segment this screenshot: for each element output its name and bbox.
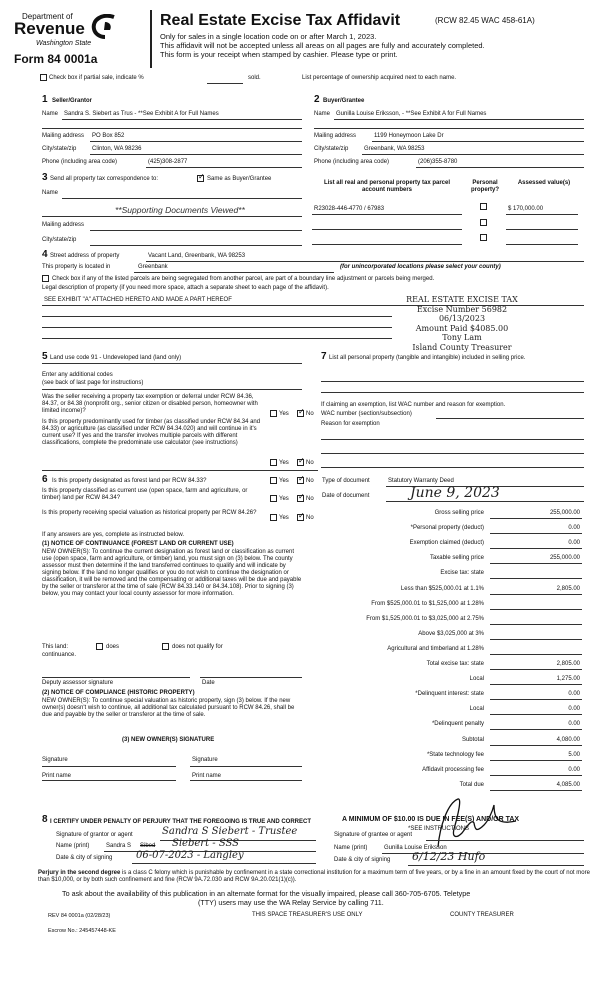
tax-row-line [490,684,582,685]
section-8-number: 8 [42,814,48,825]
owner-print-label-2: Print name [192,773,222,779]
grantee-date-handwritten[interactable]: 6/12/23 Hufo [412,850,486,863]
tax-row-label: From $525,000.01 to $1,525,000 at 1.28% [371,600,484,607]
personal-col-header: Personal property? [470,180,499,193]
timber-no-checkbox[interactable] [297,459,304,466]
county-treasurer: COUNTY TREASURER [450,912,514,918]
buyer-phone-value[interactable]: (206)355-8780 [418,159,458,165]
land-use-code[interactable]: Land use code 91 - Undeveloped land (land only) [50,355,182,361]
buyer-phone-label: Phone (including area code) [314,159,390,165]
grantor-print-label: Name (print) [56,843,90,849]
historical-no-checkbox[interactable] [297,514,304,521]
buyer-city-value[interactable]: Greenbank, WA 98253 [364,146,425,152]
forest-no-label: No [306,478,314,484]
exemption-no-label: No [306,411,314,417]
current-use-yes-label: Yes [279,496,289,502]
buyer-city-label: City/state/zip [314,146,349,152]
header-divider [150,10,152,68]
tax-row-value[interactable]: 2,805.00 [556,661,580,667]
grantor-date-handwritten[interactable]: 06-07-2023 - Langley [136,850,244,861]
continuance-heading: (1) NOTICE OF CONTINUANCE (FOREST LAND OR CURRENT USE) [42,541,234,547]
grantor-signature-label: Signature of grantor or agent [56,832,133,838]
yes-instructions: If any answers are yes, complete as instructed below. [42,532,185,538]
tax-row-line [490,729,582,730]
tax-row-value[interactable]: 0.00 [568,540,580,547]
deputy-assessor-label: Deputy assessor signature [42,680,114,686]
tax-row-value[interactable]: 0.00 [568,706,580,713]
certify-statement: I CERTIFY UNDER PENALTY OF PERJURY THAT THE FOREGOING IS TRUE AND CORRECT [50,819,312,825]
buyer-mail-label: Mailing address [314,133,357,139]
corr-mail-label: Mailing address [42,222,85,228]
corr-city-label: City/state/zip [42,237,77,243]
partial-sale-checkbox[interactable] [40,74,47,81]
forest-yes-checkbox[interactable] [270,477,277,484]
section-1-number: 1 [42,94,48,105]
tax-row-line [490,578,582,579]
tax-row-label: *Personal property (deduct) [410,525,484,532]
treasurer-use-only: THIS SPACE TREASURER'S USE ONLY [252,912,363,918]
segregated-checkbox[interactable] [42,275,49,282]
legal-description-value[interactable]: SEE EXHIBIT "A" ATTACHED HERETO AND MADE A PART HEREOF [44,297,232,303]
personal-property-checkbox-1[interactable] [480,203,487,210]
tax-row-value[interactable]: 255,000.00 [549,555,580,562]
partial-percent-field[interactable] [207,83,243,84]
tax-row-value[interactable]: 4,080.00 [556,736,580,743]
tax-row-line [490,699,582,700]
seller-heading: Seller/Grantor [52,98,93,104]
grantor-date-label: Date & city of signing [56,855,113,861]
exemption-reason-label: Reason for exemption [321,421,380,427]
timber-no-label: No [306,460,314,466]
legal-desc-label: Legal description of property (if you need more space, attach a separate sheet to each page of the affidavit). [42,285,329,291]
wa-state-label: Washington State [36,40,92,47]
tax-row-label: From $1,525,000.01 to $3,025,000 at 2.75% [366,615,484,622]
compliance-body: NEW OWNER(S): To continue special valuation as historic property, sign (3) below. If the new owner(s) doesn't wish to continue, all additional tax calculated pursuant to RCW 84.26, shall be due and payable by the seller or transferor at the time of sale. [42,698,295,718]
tax-row-value[interactable]: 4,085.00 [556,781,580,788]
assessed-value-1[interactable]: $ 170,000.00 [508,206,544,212]
tax-row-value[interactable]: 0.00 [568,691,580,698]
deputy-date-label: Date [202,680,215,686]
tax-row-label: Agricultural and timberland at 1.28% [387,645,484,652]
escrow-number: Escrow No.: 245457448-KE [48,928,116,934]
does-qualify-checkbox[interactable] [96,643,103,650]
tax-row-line [490,654,582,655]
does-not-label: does not qualify for [172,644,223,650]
tax-row-line [490,790,582,791]
owner-signature-label-1: Signature [42,757,68,763]
historical-yes-checkbox[interactable] [270,514,277,521]
stamp-line-3: 06/13/2023 [438,314,486,323]
located-in-value[interactable]: Greenbank [138,264,168,270]
stamp-line-5: Tony Lam [442,333,482,342]
buyer-mail-value[interactable]: 1199 Honeymoon Lake Dr [374,133,444,139]
tax-row-label: *Delinquent interest: state [415,691,484,698]
grantee-date-label: Date & city of signing [334,857,391,863]
revenue-swoosh-icon [90,14,118,40]
tax-row-line [490,745,582,746]
header-note-3: This form is your receipt when stamped by cashier. Please type or print. [160,50,398,59]
grantee-print-label: Name (print) [334,845,368,851]
rev-number: REV 84 0001a (02/28/23) [48,913,111,919]
tax-row-label: Gross selling price [434,510,484,516]
exemption-yes-label: Yes [279,411,289,417]
historical-no-label: No [306,515,314,521]
grantor-print-struck: Sibed [140,843,156,849]
see-instructions: *SEE INSTRUCTIONS [408,826,470,832]
same-as-buyer-checkbox[interactable] [197,175,204,182]
perjury-bold: Perjury in the second degree [38,870,121,876]
dept-label: Department of [22,12,73,21]
send-correspondence-label: Send all property tax correspondence to: [50,176,159,182]
doc-date-label: Date of document [322,493,370,499]
seller-phone-value[interactable]: (425)308-2877 [148,159,188,165]
compliance-heading: (2) NOTICE OF COMPLIANCE (HISTORIC PROPERTY) [42,690,195,696]
tax-row-value[interactable]: 1,275.00 [556,676,580,683]
seller-name-label: Name [42,111,59,117]
tax-row-line [490,624,582,625]
supporting-docs-stamp: **Supporting Documents Viewed** [115,205,245,215]
located-in-label: This property is located in [42,264,111,270]
exemption-yes-checkbox[interactable] [270,410,277,417]
tax-row-label: Subtotal [461,736,484,743]
doc-type-value[interactable]: Statutory Warranty Deed [388,478,454,484]
forest-question: Is this property designated as forest land per RCW 84.33? [52,478,207,484]
corr-name-label: Name [42,190,59,196]
personal-property-checkbox-2[interactable] [480,219,487,226]
new-owner-sig-heading: (3) NEW OWNER(S) SIGNATURE [122,737,215,743]
parcel-number-1[interactable]: R23028-446-4770 / 67983 [314,206,385,212]
exemption-wac-note: If claiming an exemption, list WAC number and reason for exemption. [321,402,506,408]
seller-city-label: City/state/zip [42,146,77,152]
tax-row-value[interactable]: 2,805.00 [556,585,580,592]
tax-row-label: Excise tax: state [440,570,484,577]
timber-yes-label: Yes [279,460,289,466]
tax-row-line [490,775,582,776]
minimum-fee-note: A MINIMUM OF $10.00 IS DUE IN FEE(S) AND/OR TAX [342,816,520,823]
section-3-number: 3 [42,172,48,183]
tax-row-line [490,669,582,670]
personal-property-list-label: List all personal property (tangible and intangible) included in selling price. [329,355,526,361]
timber-question: Is this property predominantly used for timber (as classified under RCW 84.34 and 84.33) or agriculture (as classified under RCW 84.34.020) and will continue in it's current use? If yes and the transfer involves multiple parcels with different classifications, complete the predominate use calculator (see instructions) [42,419,261,446]
tax-row-value[interactable]: 5.00 [568,751,580,758]
tax-row-line [490,639,582,640]
tax-row-value[interactable]: 0.00 [568,525,580,532]
alt-format-line-2: (TTY) users may use the WA Relay Service by calling 711. [198,898,384,907]
tax-row-line [490,563,582,564]
seller-city-value[interactable]: Clinton, WA 98236 [92,146,142,152]
segregated-label: Check box if any of the listed parcels are being segregated from another parcel, are part of a boundary line adjustment or parcels being merged. [52,276,435,282]
owner-signature-label-2: Signature [192,757,218,763]
tax-row-line [490,594,582,595]
tax-row-line [490,533,582,534]
forest-yes-label: Yes [279,478,289,484]
partial-sale-label: Check box if partial sale, indicate % [49,75,144,81]
header-note-1: Only for sales in a single location code on or after March 1, 2023. [160,32,377,41]
perjury-notice [38,870,590,884]
current-use-no-checkbox[interactable] [297,495,304,502]
tax-row-value[interactable]: 0.00 [568,766,580,773]
unincorporated-note: (for unincorporated locations please select your county) [340,264,501,270]
tax-row-label: Total excise tax: state [426,661,484,667]
current-use-yes-checkbox[interactable] [270,495,277,502]
doc-type-label: Type of document [322,478,370,484]
section-6-number: 6 [42,474,48,485]
stamp-line-2: Excise Number 56982 [416,304,508,314]
tax-row-line [490,609,582,610]
doc-date-handwritten[interactable]: June 9, 2023 [410,485,500,501]
current-use-question: Is this property classified as current use (open space, farm and agriculture, or timber) land per RCW 84.34? [42,488,248,501]
does-not-qualify-checkbox[interactable] [162,643,169,650]
tax-row-line [490,518,582,519]
tax-row-value[interactable]: 255,000.00 [549,510,580,516]
treasurer-stamp [392,295,532,352]
additional-codes-label: Enter any additional codes [42,372,113,378]
grantee-print-value[interactable]: Gunilla Louise Eriksson [384,845,447,851]
additional-codes-note: (see back of last page for instructions) [42,380,144,386]
tax-row-line [490,760,582,761]
tax-row-value[interactable]: 0.00 [568,721,580,728]
tax-row-label: Exemption claimed (deduct) [409,540,484,547]
ownership-note: List percentage of ownership acquired next to each name. [302,75,457,81]
this-land-label: This land: [42,644,69,650]
stamp-line-4: Amount Paid $4085.00 [415,323,509,333]
continuance-body: NEW OWNER(S): To continue the current designation as forest land or classification as current use (open space, farm and agriculture, or timber) land, you must sign on (3) below. The county assessor must then determine if the land transferred continues to qualify and will indicate by signing below. If the land no longer qualifies or you do not wish to continue the designation or classification, it will be removed and the compensating or additional taxes will be due and payable by the seller or transferor at the time of sale (RCW 84.33.140 or 84.34.108). Prior to signing (3) below, you may contact your local county assessor for more information. [42,549,302,597]
header-note-2: This affidavit will not be accepted unless all areas on all pages are fully and accurately completed. [160,41,485,50]
revenue-logo-text: Revenue [14,19,85,38]
exemption-no-checkbox[interactable] [297,410,304,417]
partial-sold-label: sold. [248,75,261,81]
assessed-col-header: Assessed value(s) [517,180,571,186]
section-2-number: 2 [314,94,320,105]
buyer-name-label: Name [314,111,331,117]
tax-row-line [490,548,582,549]
parcel-col-header: List all real and personal property tax parcel account numbers [323,180,451,193]
buyer-name-value[interactable]: Gunilla Louise Eriksson, - **See Exhibit A for Full Names [336,111,487,117]
seller-name-value[interactable]: Sandra S. Siebert as Trus - **See Exhibit A for Full Names [64,111,219,117]
continuance-label: continuance. [42,652,77,658]
stamp-line-6: Island County Treasurer [412,342,512,352]
exemption-question: Was the seller receiving a property tax exemption or deferral under RCW 84.36, 84.37, or 84.38 (nonprofit org., senior citizen or disabled person, homeowner with limited income)? [42,394,258,414]
form-number: Form 84 0001a [14,52,98,66]
wac-number-label: WAC number (section/subsection) [321,411,412,417]
tax-row-label: Taxable selling price [429,555,484,562]
tax-row-label: *State technology fee [426,751,484,758]
grantor-print-value[interactable]: Sandra S [106,843,132,849]
historical-question: Is this property receiving special valuation as historical property per RCW 84.26? [42,510,257,516]
seller-phone-label: Phone (including area code) [42,159,118,165]
grantee-signature-scribble[interactable] [428,795,528,850]
section-7-number: 7 [321,351,327,362]
stamp-line-1: REAL ESTATE EXCISE TAX [406,295,518,304]
tax-row-line [490,714,582,715]
tax-row-label: Affidavit processing fee [422,766,484,773]
tax-row-label: Total due [459,781,484,788]
tax-row-label: Local [469,706,484,713]
grantor-signature-handwritten[interactable]: Sandra S Siebert - Trustee [162,826,298,837]
section-5-number: 5 [42,351,48,362]
rcw-reference: (RCW 82.45 WAC 458-61A) [435,16,535,25]
section-4-number: 4 [42,249,48,260]
owner-print-label-1: Print name [42,773,72,779]
tax-row-label: *Delinquent penalty [431,721,484,728]
form-title: Real Estate Excise Tax Affidavit [160,12,401,29]
perjury-text: is a class C felony which is punishable by confinement in a state correctional institution for a maximum term of five years, or by a fine in an amount fixed by the court of not more than $10,000, or by both such confinement and fine (RCW 9A.72.030 and RCW 9A.20.021(1)(c)). [38,870,590,883]
buyer-heading: Buyer/Grantee [323,98,365,104]
tax-row-label: Local [469,676,484,683]
seller-mail-label: Mailing address [42,133,85,139]
forest-no-checkbox[interactable] [297,477,304,484]
grantee-signature-label: Signature of grantee or agent [334,832,413,838]
timber-yes-checkbox[interactable] [270,459,277,466]
tax-row-label: Less than $525,000.01 at 1.1% [400,585,484,592]
alt-format-line-1: To ask about the availability of this publication in an alternate format for the visually impaired, please call 360-705-6705. Teletype [62,889,471,898]
current-use-no-label: No [306,496,314,502]
historical-yes-label: Yes [279,515,289,521]
seller-mail-value[interactable]: PO Box 852 [92,133,125,139]
street-address-label: Street address of property [50,253,120,259]
street-address-value[interactable]: Vacant Land, Greenbank, WA 98253 [148,253,246,259]
grantor-print-handwritten[interactable]: Siebert - SSS [172,838,240,849]
tax-row-label: Above $3,025,000 at 3% [418,630,484,637]
does-label: does [106,644,120,650]
same-as-buyer-label: Same as Buyer/Grantee [207,176,272,182]
personal-property-checkbox-3[interactable] [480,234,487,241]
